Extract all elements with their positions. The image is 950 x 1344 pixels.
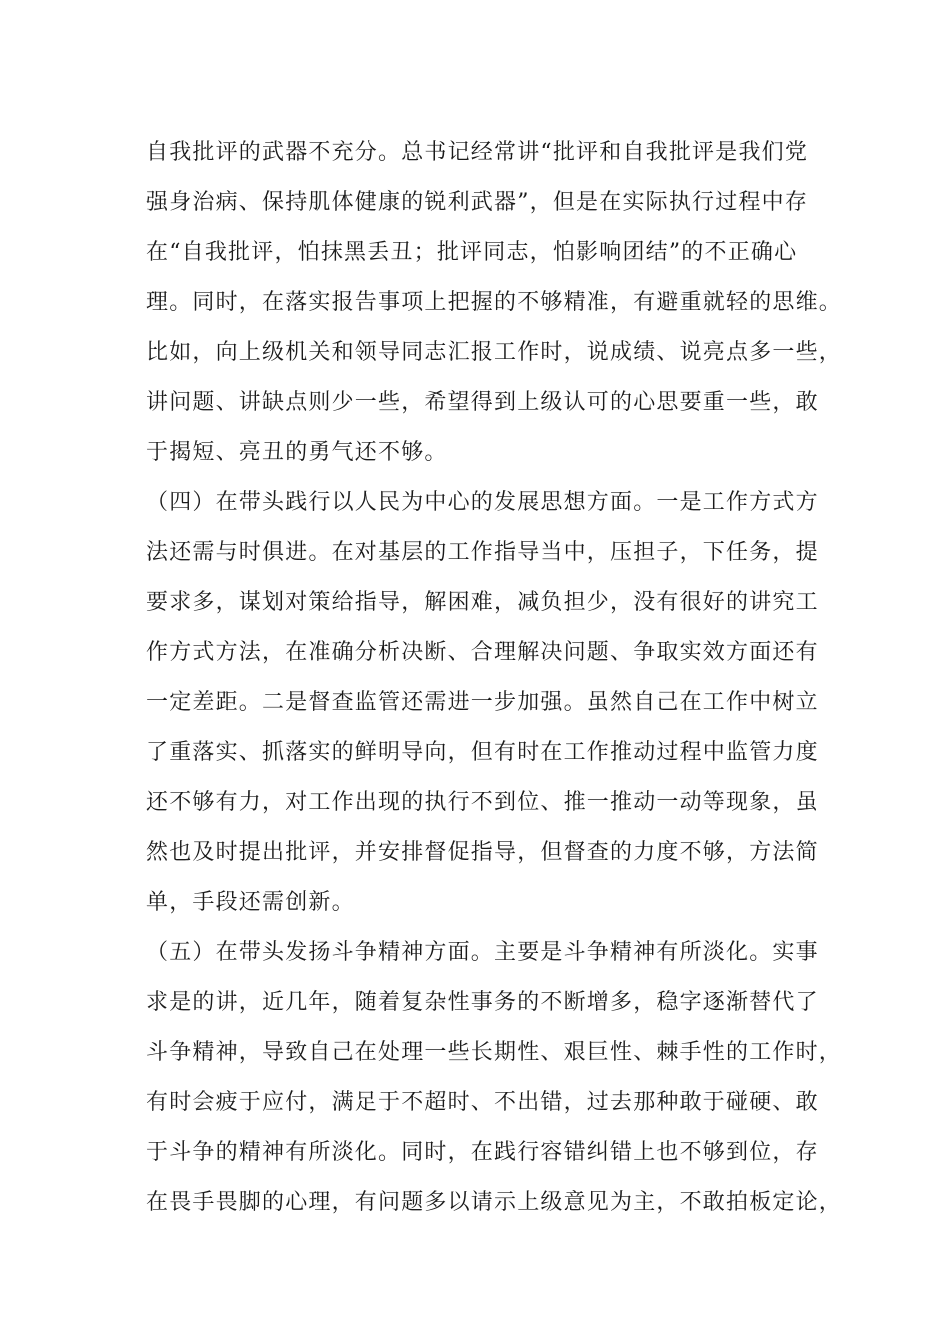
text-line: 比如，向上级机关和领导同志汇报工作时，说成绩、说亮点多一些， — [146, 340, 843, 365]
section-heading-line: （五）在带头发扬斗争精神方面。主要是斗争精神有所淡化。实事 — [146, 940, 819, 965]
text-line: 一定差距。二是督查监管还需进一步加强。虽然自己在工作中树立 — [146, 690, 819, 715]
document-body — [146, 128, 846, 1228]
text-line: 在“自我批评，怕抹黑丢丑；批评同志，怕影响团结”的不正确心 — [146, 240, 798, 265]
text-line: 还不够有力，对工作出现的执行不到位、推一推动一动等现象，虽 — [146, 790, 819, 815]
text-line: 于揭短、亮丑的勇气还不够。 — [146, 440, 448, 465]
text-line: 单，手段还需创新。 — [146, 890, 355, 915]
text-line: 了重落实、抓落实的鲜明导向，但有时在工作推动过程中监管力度 — [146, 740, 819, 765]
text-line: 强身治病、保持肌体健康的锐利武器”，但是在实际执行过程中存 — [146, 190, 809, 215]
text-line: 求是的讲，近几年，随着复杂性事务的不断增多，稳字逐渐替代了 — [146, 990, 819, 1015]
text-line: 要求多，谋划对策给指导，解困难，减负担少，没有很好的讲究工 — [146, 590, 819, 615]
text-line: 法还需与时俱进。在对基层的工作指导当中，压担子，下任务，提 — [146, 540, 819, 565]
text-line: 然也及时提出批评，并安排督促指导，但督查的力度不够，方法简 — [146, 840, 819, 865]
text-line: 理。同时，在落实报告事项上把握的不够精准，有避重就轻的思维。 — [146, 290, 843, 315]
text-line: 有时会疲于应付，满足于不超时、不出错，过去那种敢于碰硬、敢 — [146, 1090, 819, 1115]
text-line: 斗争精神，导致自己在处理一些长期性、艰巨性、棘手性的工作时， — [146, 1040, 843, 1065]
text-line: 在畏手畏脚的心理，有问题多以请示上级意见为主，不敢拍板定论， — [146, 1190, 843, 1215]
text-line: 作方式方法，在准确分析决断、合理解决问题、争取实效方面还有 — [146, 640, 819, 665]
text-line: 自我批评的武器不充分。总书记经常讲“批评和自我批评是我们党 — [146, 140, 809, 165]
text-line: 于斗争的精神有所淡化。同时，在践行容错纠错上也不够到位，存 — [146, 1140, 819, 1165]
text-line: 讲问题、讲缺点则少一些，希望得到上级认可的心思要重一些，敢 — [146, 390, 819, 415]
section-heading-line: （四）在带头践行以人民为中心的发展思想方面。一是工作方式方 — [146, 490, 819, 515]
